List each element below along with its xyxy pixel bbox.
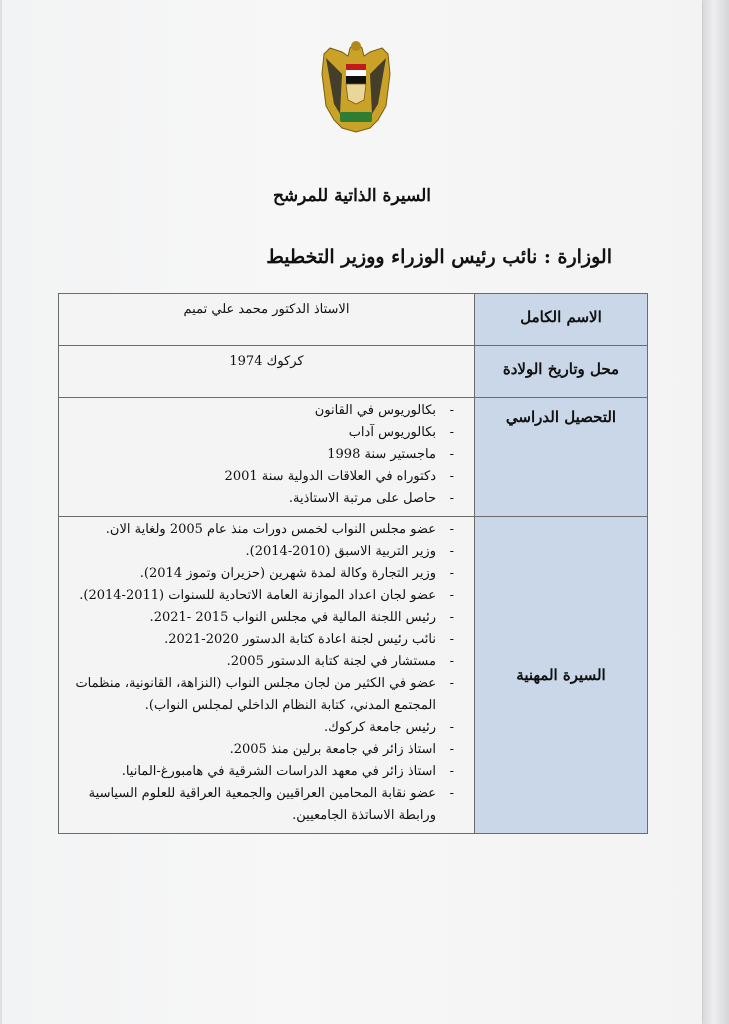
list-item: - رئيس جامعة كركوك. — [69, 717, 458, 739]
list-item: - استاذ زائر في معهد الدراسات الشرقية في هامبورغ-المانيا. — [69, 761, 458, 783]
career-list — [69, 519, 458, 827]
full-name-value: الاستاذ الدكتور محمد علي تميم — [59, 294, 475, 346]
list-item: - رئيس اللجنة المالية في مجلس النواب 2015 -2021. — [69, 607, 458, 629]
table-row — [59, 346, 648, 398]
list-item: - وزير التربية الاسبق (2010-2014). — [69, 541, 458, 563]
birth-label: محل وتاريخ الولادة — [475, 346, 648, 398]
list-item: - دكتوراه في العلاقات الدولية سنة 2001 — [69, 466, 458, 488]
ministry-heading: الوزارة : نائب رئيس الوزراء ووزير التخطيط — [266, 246, 612, 268]
list-item: - بكالوريوس في القانون — [69, 400, 458, 422]
list-item: - عضو في الكثير من لجان مجلس النواب (النزاهة، القانونية، منظمات المجتمع المدني، كتابة النظام الداخلي لمجلس النواب). — [69, 673, 458, 717]
list-item: - استاذ زائر في جامعة برلين منذ 2005. — [69, 739, 458, 761]
list-item: - ماجستير سنة 1998 — [69, 444, 458, 466]
list-item: - نائب رئيس لجنة اعادة كتابة الدستور 2020-2021. — [69, 629, 458, 651]
education-list — [69, 400, 458, 510]
career-label: السيرة المهنية — [475, 517, 648, 834]
career-list-cell — [59, 517, 475, 834]
table-row — [59, 294, 648, 346]
table-row — [59, 517, 648, 834]
iraq-eagle-emblem-icon — [320, 34, 392, 134]
list-item: - حاصل على مرتبة الاستاذية. — [69, 488, 458, 510]
birth-value: كركوك 1974 — [59, 346, 475, 398]
full-name-label: الاسم الكامل — [475, 294, 648, 346]
page-title: السيرة الذاتية للمرشح — [272, 186, 432, 206]
education-label: التحصيل الدراسي — [475, 398, 648, 517]
table-row — [59, 398, 648, 517]
document-page — [2, 0, 702, 1024]
list-item: - بكالوريوس آداب — [69, 422, 458, 444]
education-list-cell — [59, 398, 475, 517]
list-item: - عضو نقابة المحامين العراقيين والجمعية العراقية للعلوم السياسية ورابطة الاساتذة الجامعيين. — [69, 783, 458, 827]
list-item: - مستشار في لجنة كتابة الدستور 2005. — [69, 651, 458, 673]
list-item: - وزير التجارة وكالة لمدة شهرين (حزيران وتموز 2014). — [69, 563, 458, 585]
page-edge — [703, 0, 729, 1024]
list-item: - عضو لجان اعداد الموازنة العامة الاتحادية للسنوات (2011-2014). — [69, 585, 458, 607]
list-item: - عضو مجلس النواب لخمس دورات منذ عام 2005 ولغاية الان. — [69, 519, 458, 541]
cv-table — [58, 293, 648, 834]
